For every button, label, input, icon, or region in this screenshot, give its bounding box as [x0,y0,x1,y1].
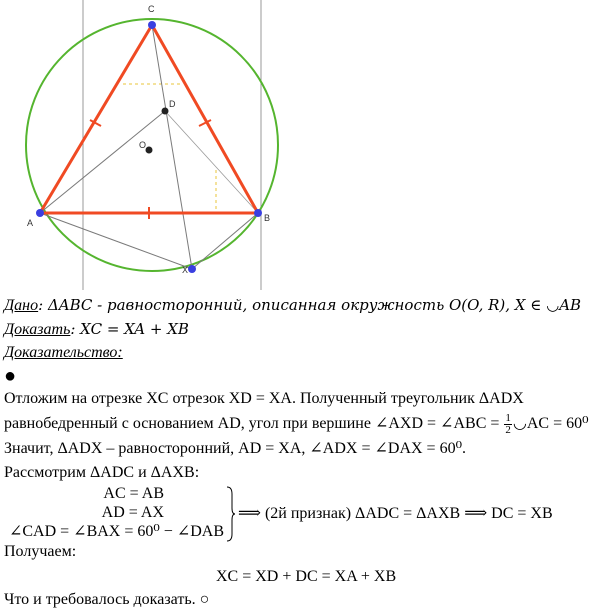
equation-system [4,484,600,544]
fraction-one-half: $\frac{1}{2}$ [505,412,511,436]
system-line-1: AC = AB [103,485,164,502]
system-left [4,484,224,541]
proof-paragraph-4: Рассмотрим ΔADC и ΔAXB: [4,464,200,481]
proof-paragraph-3: Значит, ΔADX – равносторонний, AD = XA, ∠ADX = ∠DAX = 60⁰. [4,440,466,457]
label-B: B [264,213,271,223]
proof-paragraph-2: равнобедренный с основанием AD, угол при вершине ∠AXD = ∠ABC = $\frac{1}{2}$ ◡AC = 60⁰ [4,412,589,436]
prove-line [4,319,189,340]
point-D [162,108,169,115]
point-X [188,265,196,273]
point-B [254,209,262,217]
right-brace-icon [226,486,236,542]
proof-paragraph-5: Получаем: [4,543,77,560]
prove-statement: : XC = XA + XB [70,320,189,338]
system-conclusion: ⟹ (2й признак) ΔADC = ΔAXB ⟹ DC = XB [238,505,553,522]
label-O: O [139,140,147,150]
segment-BX [192,213,258,269]
segment-DB [165,111,258,213]
proof-paragraph-1: Отложим на отрезке XC отрезок XD = XA. Полученный треугольник ΔADX [4,390,524,407]
proof-end: Что и требовалось доказать. ○ [4,591,210,608]
segment-AD [40,111,165,213]
given-statement: : ΔABC - равносторонний, описанная окружность O(O, R), X ∈ ◡AB [38,296,582,314]
proof-heading: Доказательство: [4,344,123,361]
label-X: X [182,265,189,275]
point-C [148,21,156,29]
point-A [36,209,44,217]
system-line-2: AD = AX [101,504,164,521]
circumcircle [26,19,278,271]
given-line [4,295,581,316]
given-label: Дано [4,297,39,314]
label-C: C [148,4,155,14]
triangle-ABC [40,25,258,213]
prove-label: Доказать [4,321,71,338]
bullet-marker: ● [4,365,17,387]
label-D: D [169,99,176,109]
system-line-3: ∠CAD = ∠BAX = 60⁰ − ∠DAB [8,523,224,540]
label-A: A [27,218,34,228]
geometry-figure [0,0,600,290]
final-result: XC = XD + DC = XA + XB [216,568,397,585]
point-O [146,147,153,154]
segment-AX [40,213,192,269]
